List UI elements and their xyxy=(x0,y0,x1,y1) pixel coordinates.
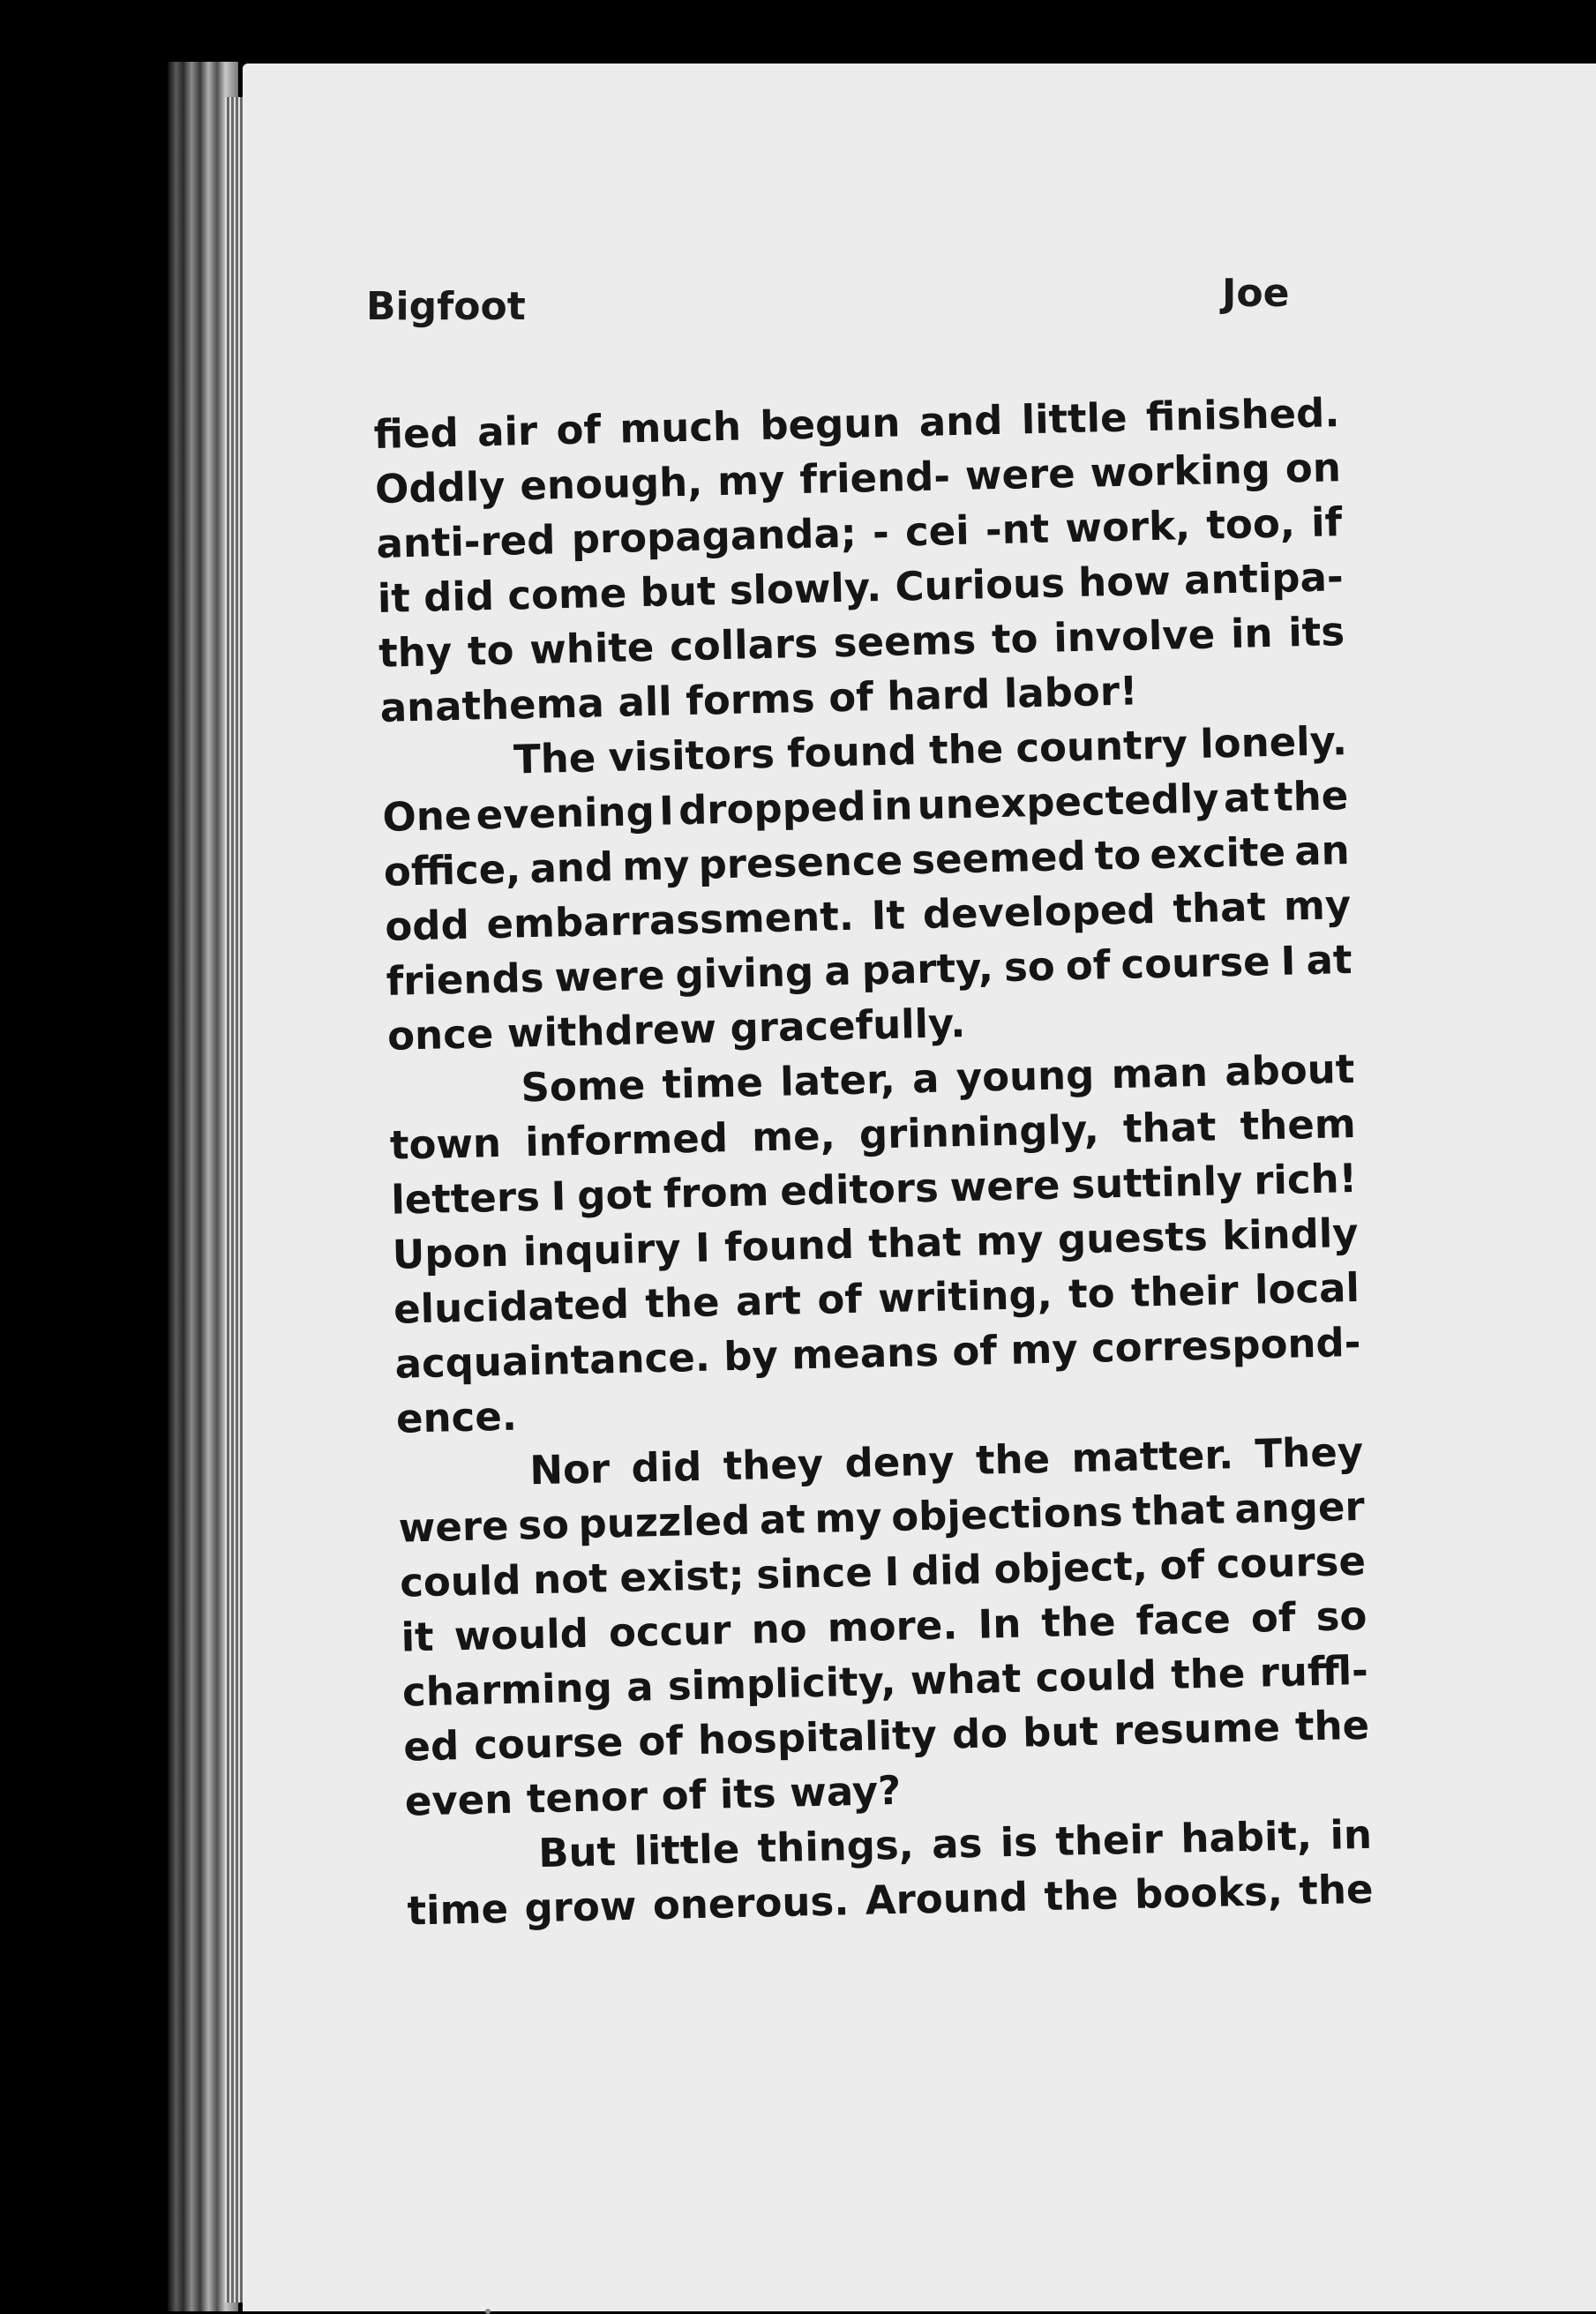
text-line: it would occur no more. In the face of so xyxy=(401,1591,1367,1661)
text-line: elucidated the art of writing, to their local xyxy=(393,1263,1360,1333)
text-line: anti-red propaganda; - cei -nt work, too, if xyxy=(375,498,1343,567)
text-line: were so puzzled at my objections that anger xyxy=(398,1482,1366,1552)
text-line: once withdrew gracefully. xyxy=(386,999,966,1060)
text-line: ed course of hospitality do but resume the xyxy=(402,1701,1370,1771)
text-line: could not exist; since I did object, of course xyxy=(399,1537,1367,1606)
header-left-title: Bigfoot xyxy=(366,284,526,329)
text-line: friends were giving a party, so of course I at xyxy=(386,935,1352,1005)
text-line: it did come but slowly. Curious how antipa- xyxy=(377,553,1345,622)
text-line: town informed me, grinningly, that them xyxy=(389,1099,1357,1169)
text-line: letters I got from editors were suttinly rich! xyxy=(390,1154,1358,1224)
text-line: time grow onerous. Around the books, the xyxy=(407,1865,1374,1935)
text-line: Oddly enough, my friend- were working on xyxy=(374,444,1342,513)
text-line: The visitors found the country lonely. xyxy=(513,717,1348,783)
book-page xyxy=(243,64,1596,2311)
text-line: charming a simplicity, what could the ruffl- xyxy=(401,1646,1369,1716)
text-line: ence. xyxy=(395,1392,518,1442)
text-line: Some time later, a young man about xyxy=(520,1045,1355,1112)
text-line: thy to white collars seems to involve in its xyxy=(378,608,1345,677)
text-line: But little things, as is their habit, in xyxy=(537,1810,1373,1877)
speck xyxy=(485,2309,491,2314)
text-line: odd embarrassment. It developed that my xyxy=(384,881,1352,950)
text-line: One evening I dropped in unexpectedly at the xyxy=(381,772,1349,841)
text-line: Upon inquiry I found that my guests kindly xyxy=(392,1209,1360,1278)
header-right-title: Joe xyxy=(1222,271,1290,316)
text-line: Nor did they deny the matter. They xyxy=(528,1427,1364,1494)
text-line: even tenor of its way? xyxy=(404,1766,902,1825)
text-line: office, and my presence seemed to excite an xyxy=(383,827,1351,895)
text-line: anathema all forms of hard labor! xyxy=(379,667,1139,731)
text-line: fied air of much begun and little finished. xyxy=(373,389,1340,458)
text-line: acquaintance. by means of my correspond- xyxy=(394,1318,1361,1388)
body-text xyxy=(373,386,1374,1938)
running-header xyxy=(243,222,1596,329)
